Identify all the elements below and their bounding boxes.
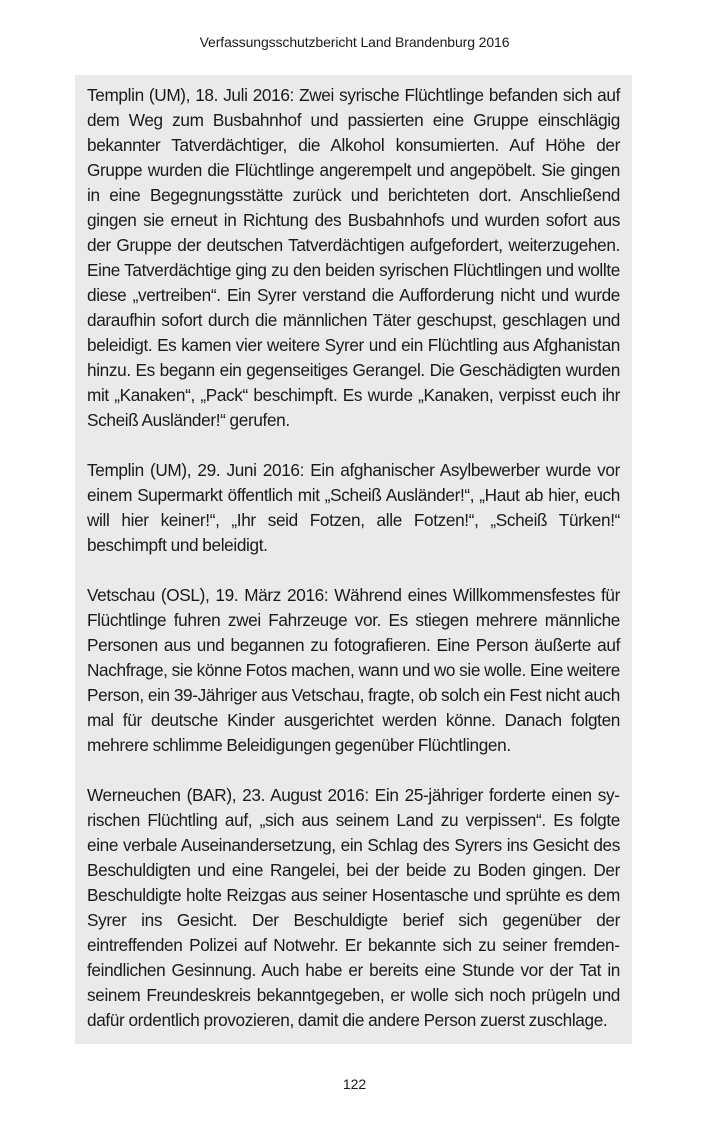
case-entry-werneuchen: Werneuchen (BAR), 23. August 2016: Ein 25-jähriger forderte einen syrischen Flüchtling auf, „sich aus seinem Land zu verpissen“. Es folgte eine verbale Auseinandersetzung, ein Schlag des Syrers ins Gesicht des Beschuldigten und eine Rangelei, bei der beide zu Boden gingen. Der Beschuldigte holte Reizgas aus seiner Hosentasche und sprühte es dem Syrer ins Gesicht. Der Beschuldigte berief sich gegenüber der eintreffenden Polizei auf Notwehr. Er bekannte sich zu seiner fremdenfeindlichen Gesinnung. Auch habe er bereits eine Stunde vor der Tat in seinem Freundeskreis bekanntgegeben, er wolle sich noch prügeln und dafür ordentlich provozieren, damit die andere Person zuerst zuschlage.	[87, 785, 620, 1030]
case-reports-box	[75, 75, 632, 1044]
case-entry-templin-juli: Templin (UM), 18. Juli 2016: Zwei syrische Flüchtlinge befanden sich auf dem Weg zum Busbahnhof und passierten eine Gruppe einschlägig bekannter Tatverdächtiger, die Alkohol konsumierten. Auf Höhe der Gruppe wurden die Flüchtlinge angerempelt und angepöbelt. Sie gingen in eine Begegnungsstätte zurück und berichteten dort. Anschließend gingen sie erneut in Richtung des Busbahnhofs und wurden sofort aus der Gruppe der deutschen Tatverdächtigen aufgefordert, weiterzugehen. Eine Tatverdächtige ging zu den beiden syrischen Flüchtlingen und wollte diese „vertreiben“. Ein Syrer verstand die Aufforderung nicht und wurde daraufhin sofort durch die männlichen Täter geschupst, geschlagen und beleidigt. Es kamen vier weitere Syrer und ein Flüchtling aus Afghanistan hinzu. Es begann ein gegenseitiges Gerangel. Die Geschädigten wurden mit „Kanaken“, „Pack“ beschimpft. Es wurde „Kanaken, verpisst euch ihr Scheiß Ausländer!“ gerufen.	[87, 85, 620, 430]
case-entry-templin-juni: Templin (UM), 29. Juni 2016: Ein afghanischer Asylbewerber wurde vor einem Supermarkt öffentlich mit „Scheiß Ausländer!“, „Haut ab hier, euch will hier keiner!“, „Ihr seid Fotzen, alle Fotzen!“, „Scheiß Türken!“ beschimpft und beleidigt.	[87, 460, 620, 555]
page-number: 122	[342, 1076, 367, 1092]
case-entry-vetschau: Vetschau (OSL), 19. März 2016: Während eines Willkommensfestes für Flüchtlinge fuhren zwei Fahrzeuge vor. Es stiegen mehrere männliche Personen aus und begannen zu fotografieren. Eine Person äußerte auf Nachfrage, sie könne Fotos machen, wann und wo sie wolle. Eine weitere Person, ein 39-Jähriger aus Vetschau, fragte, ob solch ein Fest nicht auch mal für deutsche Kinder ausgerichtet werden könne. Danach folgten mehrere schlimme Beleidigungen gegenüber Flüchtlingen.	[87, 585, 620, 755]
running-header: Verfassungsschutzbericht Land Brandenburg 2016	[199, 34, 510, 50]
